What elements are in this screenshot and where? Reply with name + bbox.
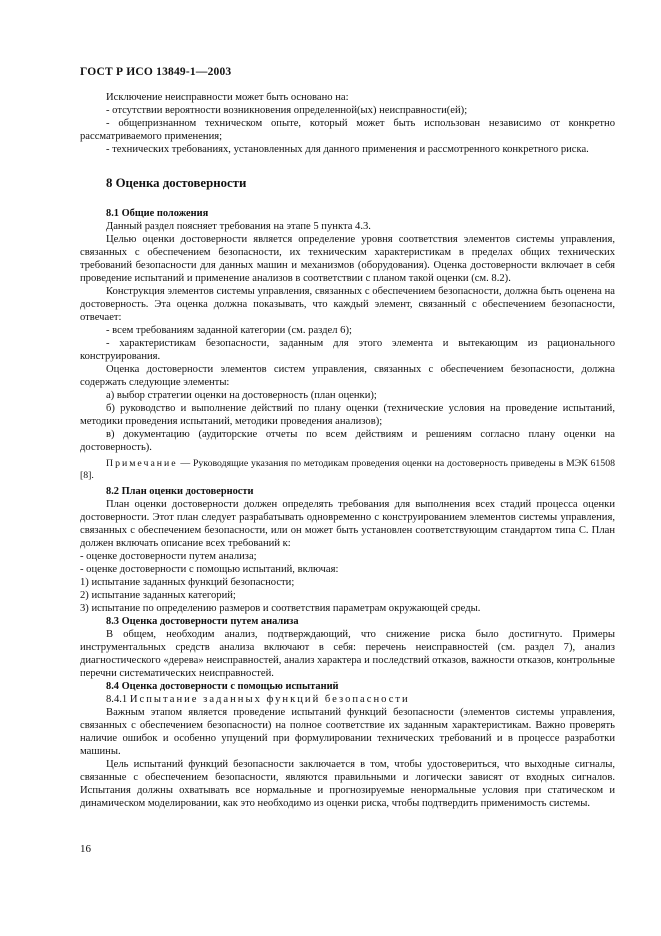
note-label: Примечание [106, 458, 178, 469]
section-8-1-title: 8.1 Общие положения [106, 208, 209, 219]
list-item: 1) испытание заданных функций безопасности; [80, 577, 295, 588]
note-text: — Руководящие указания по методикам проведения оценки на достоверность приведены в МЭК 61508 [8]. [80, 458, 615, 481]
list-item: - характеристикам безопасности, заданным для этого элемента и вытекающим из рационального конструирования. [80, 338, 615, 362]
intro-item: - общепризнанном техническом опыте, который может быть использован независимо от конкретно рассматриваемого применения; [80, 118, 615, 142]
note [80, 458, 615, 482]
list-item: - оценке достоверности с помощью испытаний, включая: [80, 564, 339, 575]
list-item: - всем требованиям заданной категории (см. раздел 6); [106, 325, 352, 336]
list-item: 2) испытание заданных категорий; [80, 590, 236, 601]
list-item: а) выбор стратегии оценки на достоверность (план оценки); [106, 390, 377, 401]
section-8-4-1-number: 8.4.1 [106, 694, 130, 705]
section-8-title: 8 Оценка достоверности [106, 176, 247, 190]
paragraph: В общем, необходим анализ, подтверждающий, что снижение риска было достигнуто. Примеры инструментальных средств анализа включают в себя: перечень неисправностей (см. раздел 7), анализ диагностического «дерева» неисправностей, анализ характера и последствий отказов, важности отказов, контрольные перечни систематических неисправностей. [80, 629, 615, 679]
section-8-4-title: 8.4 Оценка достоверности с помощью испытаний [106, 681, 339, 692]
paragraph: План оценки достоверности должен определять требования для выполнения всех стадий процесса оценки достоверности. Этот план следует разрабатывать одновременно с конструированием элементов системы управления, связанных с обеспечением безопасности, или он может быть установлен соответствующим стандартом типа С. План должен включать описание всех требований к: [80, 499, 615, 549]
paragraph: Конструкция элементов системы управления, связанных с обеспечением безопасности, должна быть оценена на достоверность. Эта оценка должна показывать, что каждый элемент, связанный с обеспечением безопасности, отвечает: [80, 286, 615, 323]
paragraph: Цель испытаний функций безопасности заключается в том, чтобы удостовериться, что выходные сигналы, связанные с обеспечением безопасности, являются правильными и логически зависят от входных сигналов. Испытания должны охватывать все нормальные и прогнозируемые ненормальные условия при статическом и динамическом моделировании, как это необходимо из оценки риска, чтобы подтвердить применимость системы. [80, 759, 615, 809]
standard-header: ГОСТ Р ИСО 13849-1—2003 [80, 66, 232, 78]
intro-item: - технических требованиях, установленных для данного применения и рассмотренного конкретного риска. [106, 144, 589, 155]
page-number: 16 [80, 843, 91, 855]
paragraph: Целью оценки достоверности является определение уровня соответствия элементов системы управления, связанных с обеспечением безопасности, их техническим характеристикам в пределах общих технических требований безопасности для данных машин и механизмов (оборудования). Оценка достоверности включает в себя проведение испытаний и применение анализов в соответствии с планом такой оценки (см. 8.2). [80, 234, 615, 284]
paragraph: Важным этапом является проведение испытаний функций безопасности (элементов системы управления, связанных с обеспечением безопасности) на полное соответствие их заданным характеристикам. Важно проверять наличие ошибок и особенно упущений при формулировании технических требований и в процессе разработки машины. [80, 707, 615, 757]
section-8-4-1-heading: Испытание заданных функций безопасности [129, 694, 410, 705]
section-8-2-title: 8.2 План оценки достоверности [106, 486, 254, 497]
intro-item: - отсутствии вероятности возникновения определенной(ых) неисправности(ей); [106, 105, 468, 116]
list-item: б) руководство и выполнение действий по плану оценки (технические условия на проведение испытаний, методики проведения испытаний, методики проведения анализов); [80, 403, 615, 427]
list-item: в) документацию (аудиторские отчеты по всем действиям и решениям согласно плану оценки на достоверность). [80, 429, 615, 453]
paragraph: Данный раздел поясняет требования на этапе 5 пункта 4.3. [106, 221, 371, 232]
list-item: - оценке достоверности путем анализа; [80, 551, 257, 562]
document-body [80, 91, 615, 810]
paragraph: Оценка достоверности элементов систем управления, связанных с обеспечением безопасности, должна содержать следующие элементы: [80, 364, 615, 388]
section-8-4-1-title [80, 693, 615, 706]
list-item: 3) испытание по определению размеров и соответствия параметрам окружающей среды. [80, 603, 481, 614]
section-8-3-title: 8.3 Оценка достоверности путем анализа [106, 616, 299, 627]
intro-lead: Исключение неисправности может быть основано на: [106, 92, 349, 103]
